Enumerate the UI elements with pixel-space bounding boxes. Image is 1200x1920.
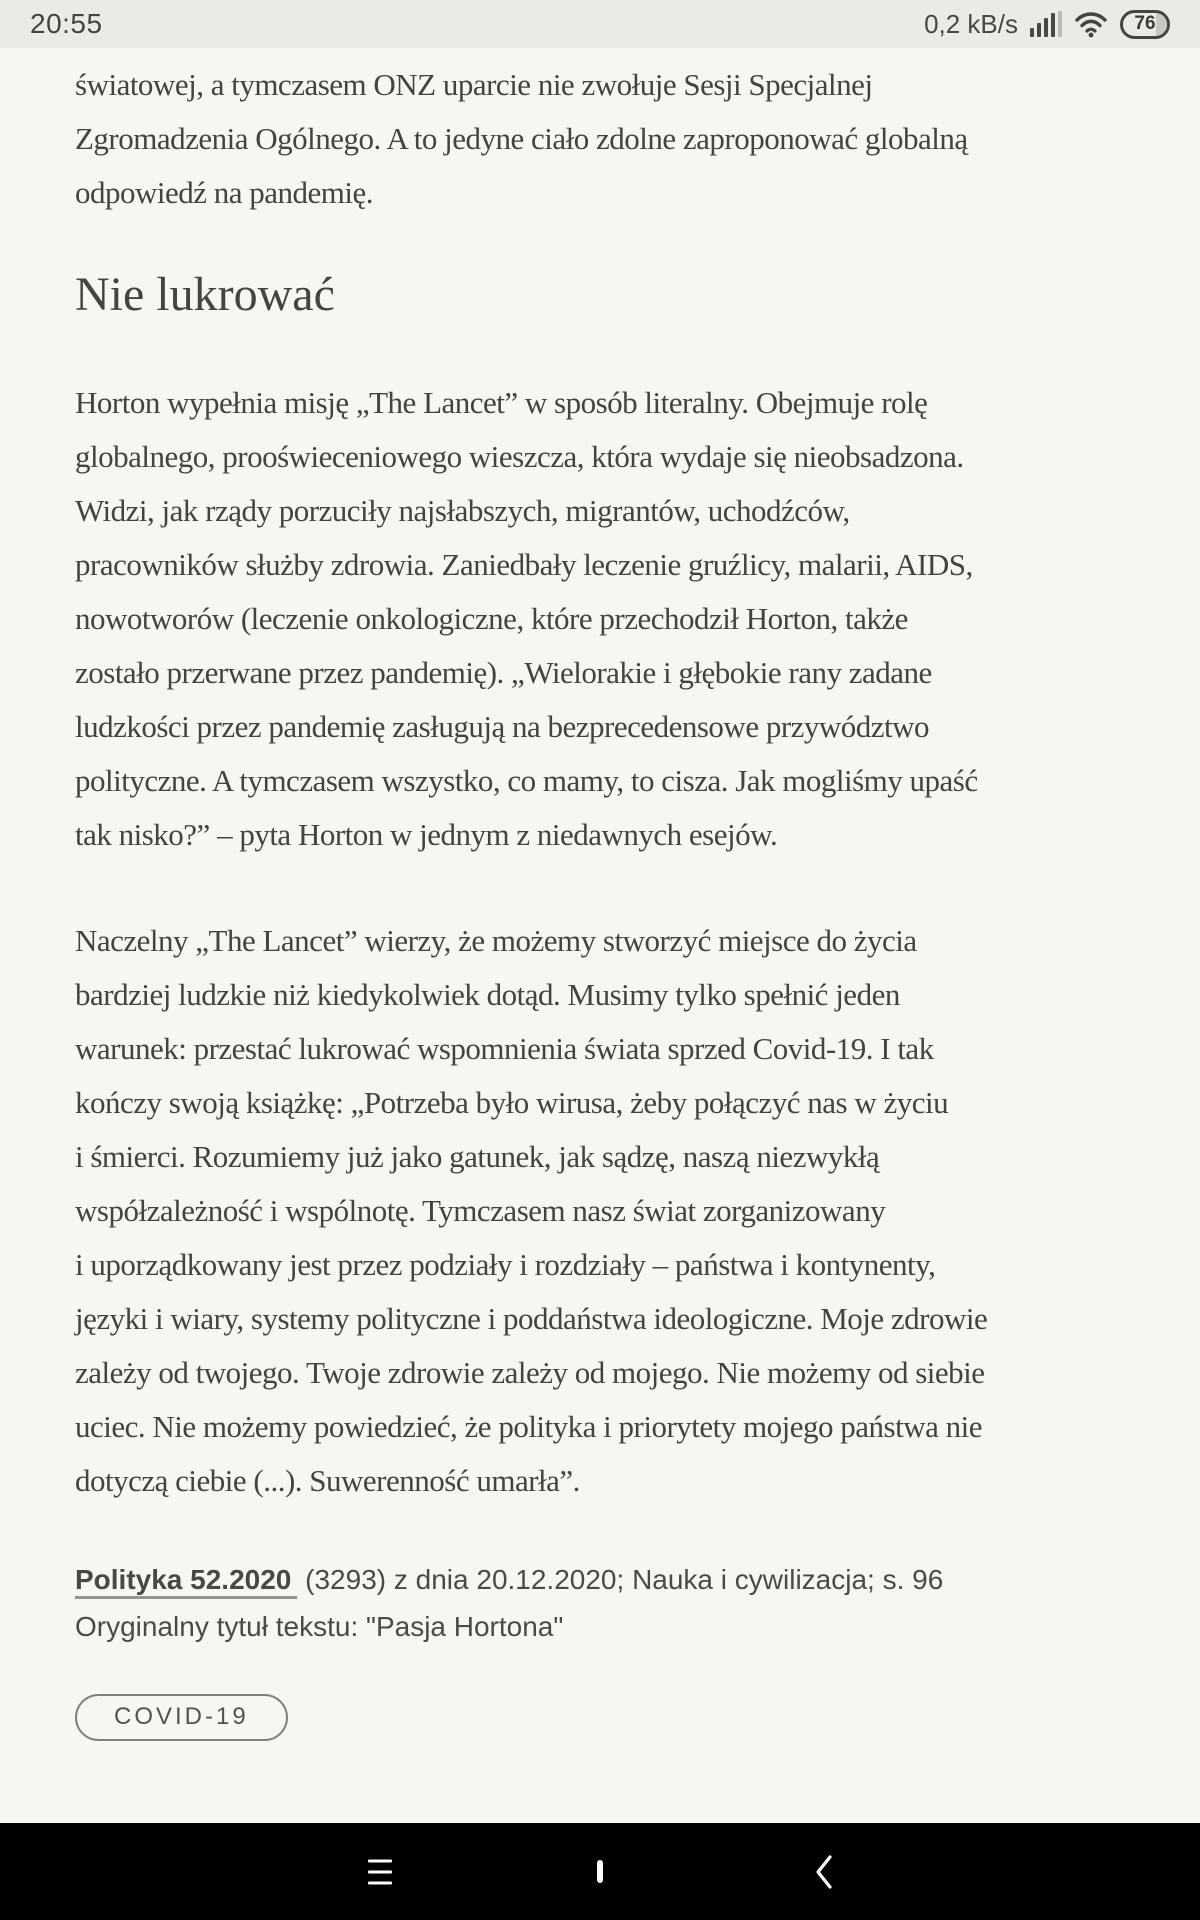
paragraph bbox=[75, 376, 1145, 862]
text-line: warunek: przestać lukrować wspomnienia świata sprzed Covid-19. I tak bbox=[75, 1031, 934, 1066]
status-bar bbox=[0, 0, 1200, 48]
text-line: bardziej ludzkie niż kiedykolwiek dotąd. Musimy tylko spełnić jeden bbox=[75, 977, 900, 1012]
text-line: ludzkości przez pandemię zasługują na bezprecedensowe przywództwo bbox=[75, 709, 930, 744]
cellular-signal-icon bbox=[1030, 11, 1062, 37]
text-line: zostało przerwane przez pandemię). „Wielorakie i głębokie rany zadane bbox=[75, 655, 932, 690]
tag-covid19[interactable]: COVID-19 bbox=[75, 1694, 288, 1741]
issue-link[interactable]: Polityka 52.2020 bbox=[75, 1564, 297, 1599]
home-icon bbox=[597, 1860, 603, 1883]
back-button[interactable] bbox=[814, 1853, 834, 1891]
text-line: kończy swoją książkę: „Potrzeba było wirusa, żeby połączyć nas w życiu bbox=[75, 1085, 949, 1120]
text-line: odpowiedź na pandemię. bbox=[75, 175, 374, 210]
battery-percent: 76 bbox=[1134, 13, 1156, 34]
issue-details: (3293) z dnia 20.12.2020; Nauka i cywilizacja; s. 96 bbox=[297, 1564, 944, 1595]
source-reference bbox=[75, 1556, 1145, 1650]
battery-icon bbox=[1120, 10, 1170, 39]
battery-level-fill bbox=[1156, 13, 1167, 36]
text-line: Zgromadzenia Ogólnego. A to jedyne ciało zdolne zaproponować globalną bbox=[75, 121, 968, 156]
network-speed-indicator: 0,2 kB/s bbox=[924, 8, 1018, 39]
text-line: Naczelny „The Lancet” wierzy, że możemy stworzyć miejsce do życia bbox=[75, 923, 917, 958]
text-line: światowej, a tymczasem ONZ uparcie nie zwołuje Sesji Specjalnej bbox=[75, 67, 873, 102]
text-line: nowotworów (leczenie onkologiczne, które przechodził Horton, także bbox=[75, 601, 908, 636]
text-line: uciec. Nie możemy powiedzieć, że polityka i priorytety mojego państwa nie bbox=[75, 1409, 982, 1444]
source-line bbox=[75, 1556, 1145, 1603]
original-title-line: Oryginalny tytuł tekstu: "Pasja Hortona" bbox=[75, 1611, 564, 1642]
paragraph bbox=[75, 914, 1145, 1508]
text-line: i śmierci. Rozumiemy już jako gatunek, jak sądzę, naszą niezwykłą bbox=[75, 1139, 880, 1174]
text-line: dotyczą ciebie (...). Suwerenność umarła”. bbox=[75, 1463, 580, 1498]
text-line: Horton wypełnia misję „The Lancet” w sposób literalny. Obejmuje rolę bbox=[75, 385, 928, 420]
text-line: pracowników służby zdrowia. Zaniedbały leczenie gruźlicy, malarii, AIDS, bbox=[75, 547, 973, 582]
text-line: Widzi, jak rządy porzuciły najsłabszych, migrantów, uchodźców, bbox=[75, 493, 850, 528]
intro-paragraph bbox=[75, 58, 1145, 220]
clock: 20:55 bbox=[30, 8, 103, 39]
section-heading: Nie lukrować bbox=[75, 268, 335, 321]
home-button[interactable] bbox=[597, 1863, 603, 1881]
android-navbar bbox=[0, 1823, 1200, 1920]
text-line: tak nisko?” – pyta Horton w jednym z niedawnych esejów. bbox=[75, 817, 778, 852]
text-line: zależy od twojego. Twoje zdrowie zależy od mojego. Nie możemy od siebie bbox=[75, 1355, 985, 1390]
text-line: języki i wiary, systemy polityczne i poddaństwa ideologiczne. Moje zdrowie bbox=[75, 1301, 988, 1336]
recents-menu-button[interactable] bbox=[368, 1859, 392, 1884]
menu-icon bbox=[368, 1859, 392, 1862]
wifi-icon bbox=[1074, 10, 1108, 38]
text-line: współzależność i wspólnotę. Tymczasem nasz świat zorganizowany bbox=[75, 1193, 886, 1228]
back-chevron-icon bbox=[814, 1853, 834, 1891]
text-line: i uporządkowany jest przez podziały i rozdziały – państwa i kontynenty, bbox=[75, 1247, 936, 1282]
text-line: globalnego, prooświeceniowego wieszcza, która wydaje się nieobsadzona. bbox=[75, 439, 964, 474]
status-icons bbox=[924, 9, 1170, 40]
text-line: polityczne. A tymczasem wszystko, co mamy, to cisza. Jak mogliśmy upaść bbox=[75, 763, 978, 798]
article-body bbox=[0, 58, 1200, 1741]
